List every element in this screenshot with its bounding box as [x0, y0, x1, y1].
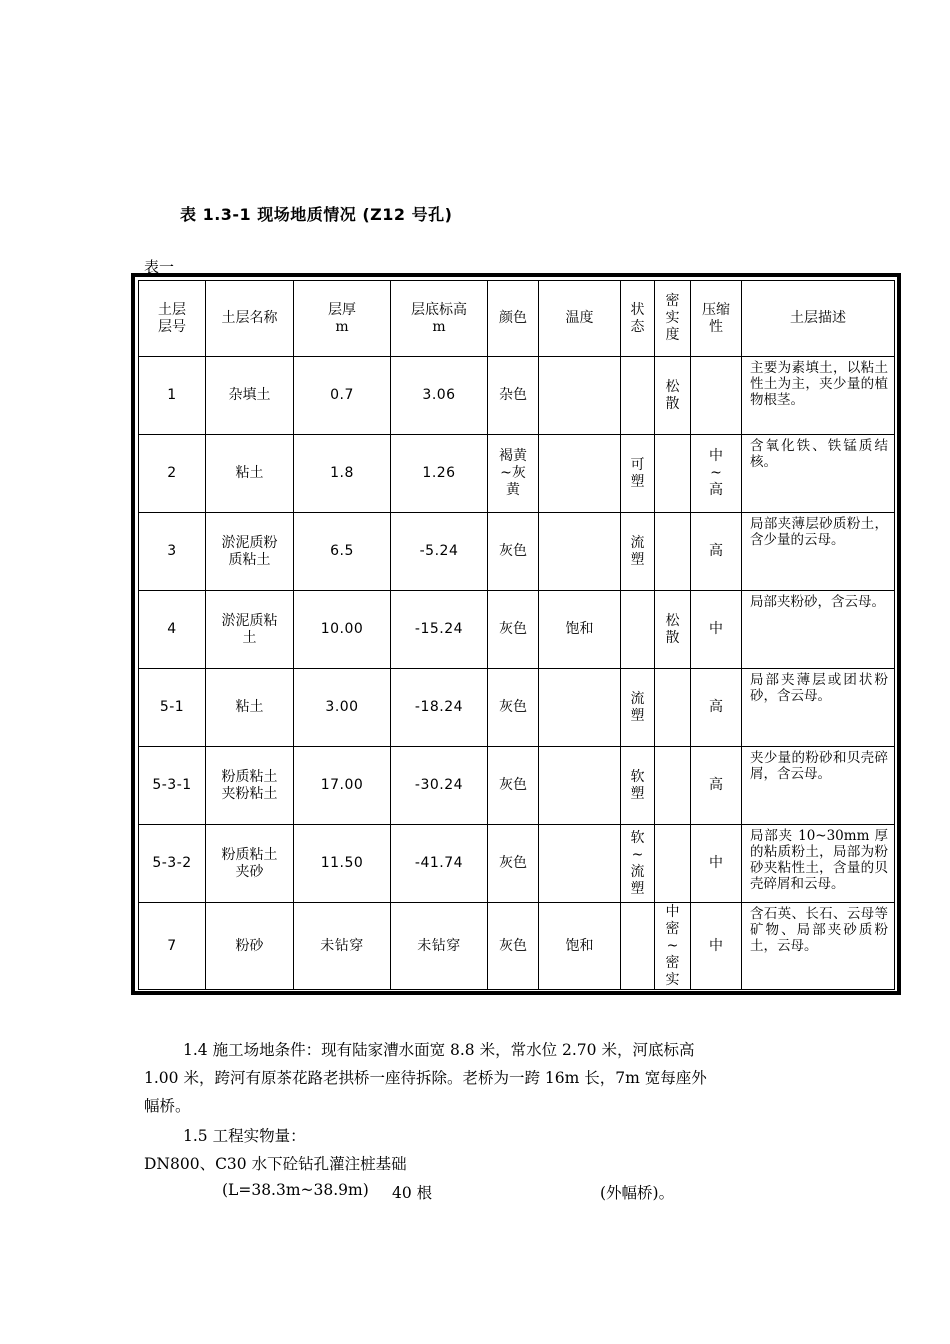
cell-layer-name: 淤泥质粘 土 [206, 591, 294, 669]
cell-description: 局部夹粉砂，含云母。 [742, 591, 895, 669]
table-row [139, 669, 895, 747]
cell-state: 可 塑 [621, 435, 655, 513]
cell-compressibility: 中 [691, 825, 742, 903]
cell-thickness: 未钻穿 [294, 903, 391, 990]
cell-description: 局部夹薄层砂质粉土，含少量的云母。 [742, 513, 895, 591]
paragraph-site-conditions-line3: 幅桥。 [144, 1097, 191, 1115]
cell-temperature: 饱和 [539, 903, 621, 990]
cell-compressibility: 高 [691, 513, 742, 591]
cell-color: 灰色 [488, 669, 539, 747]
paragraph-quantities-heading: 1.5 工程实物量： [183, 1127, 306, 1145]
header-compressibility: 压缩 性 [691, 281, 742, 357]
cell-bottom-elevation: -15.24 [391, 591, 488, 669]
cell-bottom-elevation: -30.24 [391, 747, 488, 825]
cell-description: 局部夹薄层或团状粉砂，含云母。 [742, 669, 895, 747]
cell-layer-no: 7 [139, 903, 206, 990]
table-row [139, 513, 895, 591]
cell-layer-name: 粘土 [206, 435, 294, 513]
cell-density: 松 散 [655, 591, 691, 669]
cell-density [655, 825, 691, 903]
cell-state [621, 357, 655, 435]
cell-compressibility: 中 [691, 903, 742, 990]
cell-layer-no: 5-1 [139, 669, 206, 747]
cell-color: 灰色 [488, 903, 539, 990]
table-row [139, 357, 895, 435]
header-bottom-elevation: 层底标高 m [391, 281, 488, 357]
table-label: 表一 [144, 258, 175, 276]
cell-density [655, 435, 691, 513]
cell-state: 流 塑 [621, 513, 655, 591]
cell-layer-no: 4 [139, 591, 206, 669]
cell-layer-no: 2 [139, 435, 206, 513]
cell-thickness: 0.7 [294, 357, 391, 435]
cell-temperature: 饱和 [539, 591, 621, 669]
cell-compressibility: 中 ~ 高 [691, 435, 742, 513]
cell-bottom-elevation: -5.24 [391, 513, 488, 591]
cell-description: 夹少量的粉砂和贝壳碎屑，含云母。 [742, 747, 895, 825]
cell-layer-name: 淤泥质粉 质粘土 [206, 513, 294, 591]
header-temperature: 温度 [539, 281, 621, 357]
cell-color: 杂色 [488, 357, 539, 435]
cell-temperature [539, 747, 621, 825]
cell-description: 局部夹 10~30mm 厚的粘质粉土，局部为粉砂夹粘性土，含量的贝壳碎屑和云母。 [742, 825, 895, 903]
table-row [139, 903, 895, 990]
paragraph-site-conditions-line1: 1.4 施工场地条件：现有陆家漕水面宽 8.8 米，常水位 2.70 米，河底标高 [183, 1041, 695, 1059]
cell-color: 褐黄 ~灰 黄 [488, 435, 539, 513]
cell-layer-no: 3 [139, 513, 206, 591]
header-state: 状 态 [621, 281, 655, 357]
table-row [139, 435, 895, 513]
cell-layer-name: 杂填土 [206, 357, 294, 435]
cell-color: 灰色 [488, 591, 539, 669]
cell-temperature [539, 825, 621, 903]
header-layer-no: 土层 层号 [139, 281, 206, 357]
table-row [139, 747, 895, 825]
header-color: 颜色 [488, 281, 539, 357]
cell-color: 灰色 [488, 825, 539, 903]
table-body [139, 357, 895, 990]
cell-layer-no: 5-3-2 [139, 825, 206, 903]
cell-color: 灰色 [488, 513, 539, 591]
cell-density: 中 密 ~ 密 实 [655, 903, 691, 990]
cell-temperature [539, 513, 621, 591]
cell-density [655, 747, 691, 825]
cell-thickness: 6.5 [294, 513, 391, 591]
cell-temperature [539, 435, 621, 513]
cell-description: 含石英、长石、云母等矿物、局部夹砂质粉土，云母。 [742, 903, 895, 990]
cell-thickness: 11.50 [294, 825, 391, 903]
cell-bottom-elevation: -41.74 [391, 825, 488, 903]
cell-state: 流 塑 [621, 669, 655, 747]
cell-compressibility: 中 [691, 591, 742, 669]
pile-location: (外幅桥)。 [600, 1184, 675, 1202]
cell-layer-name: 粉砂 [206, 903, 294, 990]
cell-state: 软 ~ 流 塑 [621, 825, 655, 903]
table-title: 表 1.3-1 现场地质情况 (Z12 号孔) [180, 205, 453, 224]
cell-state [621, 903, 655, 990]
cell-layer-name: 粉质粘土 夹粉粘土 [206, 747, 294, 825]
table-row [139, 591, 895, 669]
geology-table-frame [131, 273, 901, 995]
cell-layer-name: 粘土 [206, 669, 294, 747]
pile-length-range: (L=38.3m~38.9m) [222, 1181, 369, 1199]
cell-thickness: 10.00 [294, 591, 391, 669]
header-density: 密 实 度 [655, 281, 691, 357]
pile-count: 40 根 [392, 1184, 433, 1202]
paragraph-site-conditions-line2: 1.00 米，跨河有原茶花路老拱桥一座待拆除。老桥为一跨 16m 长，7m 宽每座外 [144, 1069, 707, 1087]
cell-description: 主要为素填土，以粘土性土为主，夹少量的植物根茎。 [742, 357, 895, 435]
cell-thickness: 17.00 [294, 747, 391, 825]
cell-compressibility [691, 357, 742, 435]
cell-color: 灰色 [488, 747, 539, 825]
cell-layer-name: 粉质粘土 夹砂 [206, 825, 294, 903]
cell-temperature [539, 357, 621, 435]
cell-thickness: 3.00 [294, 669, 391, 747]
geology-table [138, 280, 895, 990]
cell-bottom-elevation: -18.24 [391, 669, 488, 747]
cell-bottom-elevation: 1.26 [391, 435, 488, 513]
cell-thickness: 1.8 [294, 435, 391, 513]
cell-bottom-elevation: 未钻穿 [391, 903, 488, 990]
cell-state: 软 塑 [621, 747, 655, 825]
cell-state [621, 591, 655, 669]
cell-density [655, 513, 691, 591]
header-description: 土层描述 [742, 281, 895, 357]
cell-description: 含氧化铁、铁锰质结核。 [742, 435, 895, 513]
paragraph-pile-foundation: DN800、C30 水下砼钻孔灌注桩基础 [144, 1155, 407, 1173]
table-row [139, 825, 895, 903]
cell-layer-no: 5-3-1 [139, 747, 206, 825]
header-layer-name: 土层名称 [206, 281, 294, 357]
cell-density: 松 散 [655, 357, 691, 435]
cell-compressibility: 高 [691, 747, 742, 825]
table-header-row [139, 281, 895, 357]
header-thickness: 层厚 m [294, 281, 391, 357]
cell-bottom-elevation: 3.06 [391, 357, 488, 435]
cell-density [655, 669, 691, 747]
cell-compressibility: 高 [691, 669, 742, 747]
cell-temperature [539, 669, 621, 747]
cell-layer-no: 1 [139, 357, 206, 435]
